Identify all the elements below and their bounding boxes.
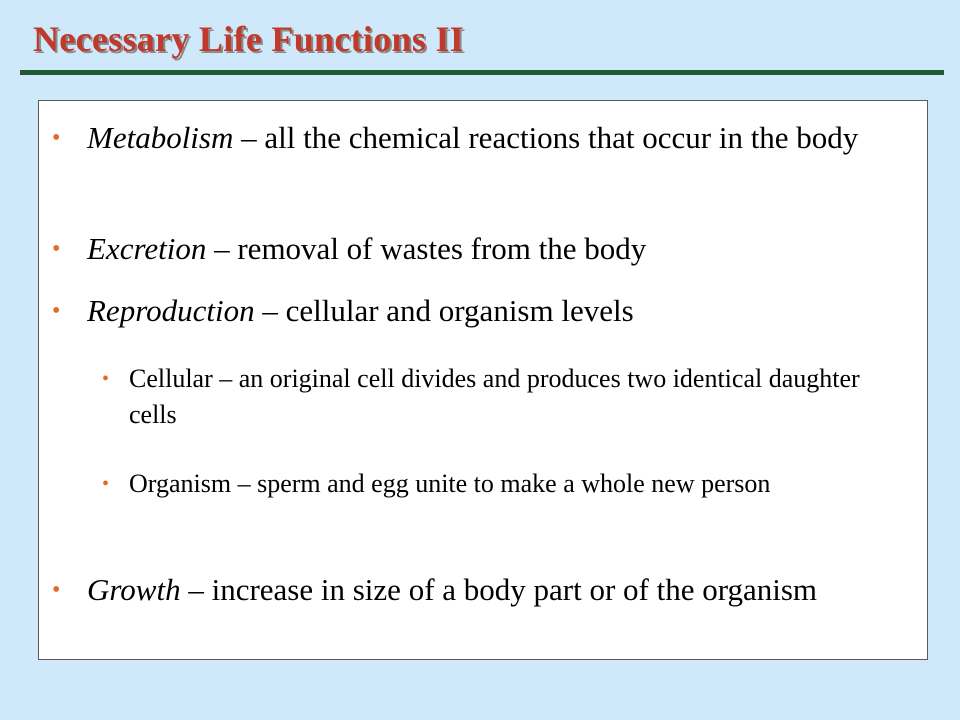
bullet-item-growth <box>52 571 907 609</box>
content-box <box>38 100 928 660</box>
term-label: Metabolism <box>87 120 234 155</box>
bullet-icon: • <box>102 473 110 495</box>
subitem-text: Organism – sperm and egg unite to make a whole new person <box>129 469 771 498</box>
bullet-icon: • <box>52 125 61 151</box>
subbullet-item-cellular <box>102 361 909 433</box>
bullet-item-reproduction <box>52 292 907 330</box>
term-description: – removal of wastes from the body <box>206 231 647 266</box>
bullet-icon: • <box>52 236 61 262</box>
subitem-text: Cellular – an original cell divides and produces two identical daughter cells <box>129 364 860 429</box>
bullet-icon: • <box>52 577 61 603</box>
bullet-item-excretion <box>52 230 907 268</box>
term-label: Growth <box>87 572 181 607</box>
term-label: Reproduction <box>87 293 255 328</box>
title-divider <box>20 70 944 75</box>
term-label: Excretion <box>87 231 207 266</box>
slide-title: Necessary Life Functions II <box>33 19 465 59</box>
bullet-item-metabolism <box>52 119 907 157</box>
term-description: – cellular and organism levels <box>254 293 634 328</box>
bullet-icon: • <box>102 368 110 390</box>
term-description: – all the chemical reactions that occur in the body <box>233 120 859 155</box>
subbullet-item-organism <box>102 466 909 502</box>
bullet-icon: • <box>52 298 61 324</box>
term-description: – increase in size of a body part or of the organism <box>180 572 818 607</box>
